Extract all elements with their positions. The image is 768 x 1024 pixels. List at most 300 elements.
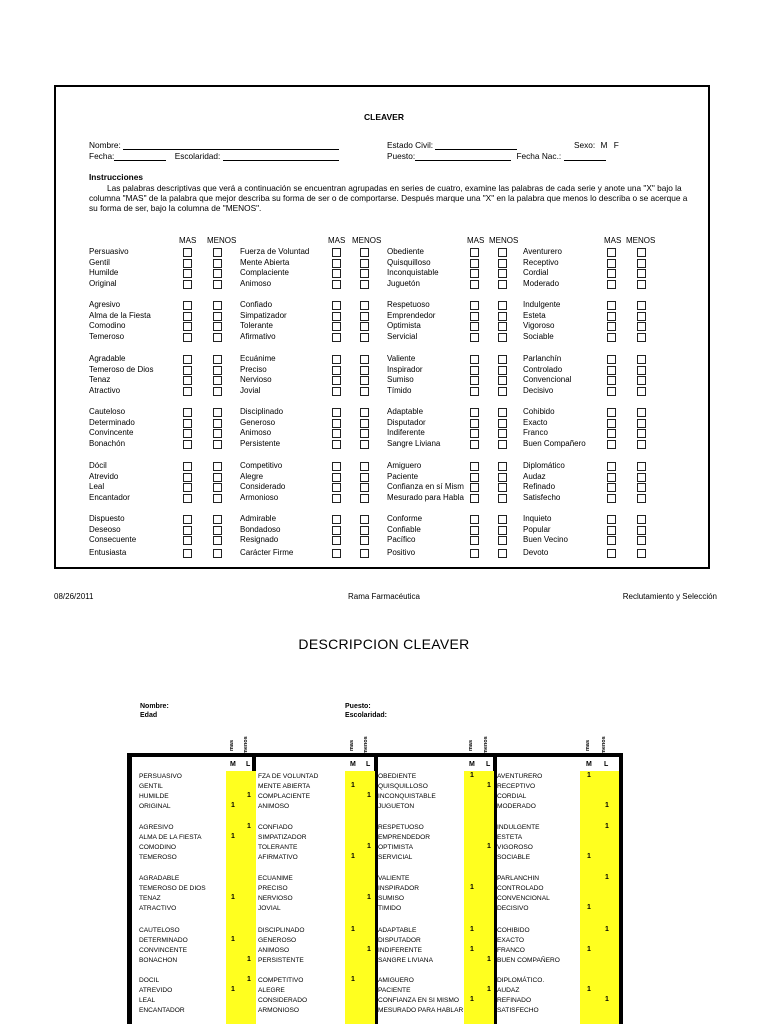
mas-checkbox[interactable] <box>332 280 341 289</box>
form-word: Servicial <box>387 331 418 341</box>
mas-checkbox[interactable] <box>470 333 479 342</box>
form-word: Considerado <box>240 482 286 492</box>
description-word: ESTETA <box>497 834 523 841</box>
form-word: Pacífico <box>387 535 416 545</box>
menos-checkbox[interactable] <box>498 280 507 289</box>
menos-checkbox[interactable] <box>637 483 646 492</box>
mas-checkbox[interactable] <box>470 462 479 471</box>
description-word: COMODINO <box>139 844 176 851</box>
mas-checkbox[interactable] <box>332 301 341 310</box>
mas-checkbox[interactable] <box>470 549 479 558</box>
form-word: Paciente <box>387 471 419 481</box>
menos-checkbox[interactable] <box>498 355 507 364</box>
menos-checkbox[interactable] <box>637 312 646 321</box>
menos-checkbox[interactable] <box>498 333 507 342</box>
menos-checkbox[interactable] <box>213 366 222 375</box>
mas-checkbox[interactable] <box>332 312 341 321</box>
mas-checkbox[interactable] <box>183 322 192 331</box>
menos-checkbox[interactable] <box>498 429 507 438</box>
mas-checkbox[interactable] <box>607 462 616 471</box>
description-word: INDIFERENTE <box>378 947 422 954</box>
menos-checkbox[interactable] <box>213 259 222 268</box>
mas-checkbox[interactable] <box>183 526 192 535</box>
description-word: SATISFECHO <box>497 1007 539 1014</box>
mas-header-4: MAS <box>604 236 622 245</box>
menos-checkbox[interactable] <box>498 515 507 524</box>
form-word: Controlado <box>523 364 563 374</box>
m-score: 1 <box>587 904 591 911</box>
description-word: SANGRE LIVIANA <box>378 957 433 964</box>
mas-checkbox[interactable] <box>332 483 341 492</box>
puesto-field[interactable] <box>415 152 511 161</box>
mas-vertical-label: mas <box>585 739 591 751</box>
menos-checkbox[interactable] <box>213 269 222 278</box>
mas-checkbox[interactable] <box>183 301 192 310</box>
mas-checkbox[interactable] <box>332 536 341 545</box>
mas-checkbox[interactable] <box>470 366 479 375</box>
footer-center: Rama Farmacéutica <box>347 592 421 601</box>
fecha-field[interactable] <box>114 152 166 161</box>
mas-checkbox[interactable] <box>470 419 479 428</box>
mas-checkbox[interactable] <box>470 429 479 438</box>
mas-checkbox[interactable] <box>470 473 479 482</box>
description-word: CONTROLADO <box>497 885 544 892</box>
estado-civil-row <box>387 140 517 150</box>
mas-checkbox[interactable] <box>332 440 341 449</box>
menos-checkbox[interactable] <box>637 408 646 417</box>
menos-checkbox[interactable] <box>637 248 646 257</box>
fecha-nac-field[interactable] <box>564 152 606 161</box>
menos-checkbox[interactable] <box>360 366 369 375</box>
mas-checkbox[interactable] <box>332 322 341 331</box>
description-word: AMIGUERO <box>378 977 414 984</box>
mas-checkbox[interactable] <box>470 440 479 449</box>
escolaridad-field[interactable] <box>223 152 339 161</box>
mas-checkbox[interactable] <box>183 355 192 364</box>
mas-checkbox[interactable] <box>607 440 616 449</box>
menos-checkbox[interactable] <box>213 376 222 385</box>
mas-checkbox[interactable] <box>470 408 479 417</box>
menos-checkbox[interactable] <box>498 248 507 257</box>
nombre-field[interactable] <box>123 141 339 150</box>
l-score: 1 <box>487 843 491 850</box>
menos-checkbox[interactable] <box>498 366 507 375</box>
mas-checkbox[interactable] <box>183 248 192 257</box>
menos-checkbox[interactable] <box>498 387 507 396</box>
menos-checkbox[interactable] <box>213 419 222 428</box>
menos-checkbox[interactable] <box>637 269 646 278</box>
mas-checkbox[interactable] <box>332 515 341 524</box>
mas-checkbox[interactable] <box>183 269 192 278</box>
menos-checkbox[interactable] <box>637 387 646 396</box>
description-word: BONACHON <box>139 957 178 964</box>
mas-checkbox[interactable] <box>470 526 479 535</box>
footer-date: 08/26/2011 <box>54 592 94 601</box>
mas-checkbox[interactable] <box>607 248 616 257</box>
form-word: Moderado <box>523 278 560 288</box>
mas-checkbox[interactable] <box>607 494 616 503</box>
description-word: TEMEROSO DE DIOS <box>139 885 206 892</box>
menos-checkbox[interactable] <box>498 549 507 558</box>
menos-checkbox[interactable] <box>360 494 369 503</box>
menos-checkbox[interactable] <box>637 366 646 375</box>
menos-checkbox[interactable] <box>360 333 369 342</box>
form-word: Admirable <box>240 514 277 523</box>
mas-checkbox[interactable] <box>470 301 479 310</box>
menos-checkbox[interactable] <box>637 549 646 558</box>
menos-checkbox[interactable] <box>498 494 507 503</box>
mas-checkbox[interactable] <box>607 322 616 331</box>
mas-checkbox[interactable] <box>332 387 341 396</box>
form-word: Positivo <box>387 547 416 557</box>
menos-checkbox[interactable] <box>213 429 222 438</box>
menos-checkbox[interactable] <box>213 483 222 492</box>
mas-checkbox[interactable] <box>470 322 479 331</box>
sexo-f-option[interactable]: F <box>613 140 619 150</box>
mas-checkbox[interactable] <box>607 408 616 417</box>
description-word: SOCIABLE <box>497 854 530 861</box>
mas-checkbox[interactable] <box>183 376 192 385</box>
m-score: 1 <box>351 853 355 860</box>
m-score: 1 <box>587 853 591 860</box>
menos-checkbox[interactable] <box>360 462 369 471</box>
menos-checkbox[interactable] <box>637 429 646 438</box>
menos-checkbox[interactable] <box>360 301 369 310</box>
menos-checkbox[interactable] <box>213 462 222 471</box>
mas-checkbox[interactable] <box>607 366 616 375</box>
mas-checkbox[interactable] <box>607 355 616 364</box>
puesto-row <box>387 151 606 161</box>
menos-checkbox[interactable] <box>360 549 369 558</box>
form-word: Dispuesto <box>89 514 125 523</box>
menos-checkbox[interactable] <box>360 526 369 535</box>
m-score: 1 <box>231 833 235 840</box>
mas-checkbox[interactable] <box>183 440 192 449</box>
mas-checkbox[interactable] <box>470 248 479 257</box>
menos-checkbox[interactable] <box>360 440 369 449</box>
form-word: Sociable <box>523 331 554 341</box>
mas-checkbox[interactable] <box>607 301 616 310</box>
description-word: OBEDIENTE <box>378 773 417 780</box>
mas-checkbox[interactable] <box>607 376 616 385</box>
menos-checkbox[interactable] <box>360 376 369 385</box>
menos-checkbox[interactable] <box>360 515 369 524</box>
menos-checkbox[interactable] <box>498 419 507 428</box>
menos-vertical-label: menos <box>243 736 249 754</box>
mas-checkbox[interactable] <box>332 526 341 535</box>
menos-checkbox[interactable] <box>360 248 369 257</box>
menos-checkbox[interactable] <box>360 408 369 417</box>
menos-checkbox[interactable] <box>637 462 646 471</box>
mas-checkbox[interactable] <box>607 419 616 428</box>
menos-checkbox[interactable] <box>637 536 646 545</box>
menos-checkbox[interactable] <box>360 536 369 545</box>
estado-civil-label: Estado Civil: <box>387 140 434 150</box>
form-word: Consecuente <box>89 535 137 545</box>
form-word: Confianza en sí Mism <box>387 482 464 492</box>
mas-checkbox[interactable] <box>332 333 341 342</box>
menos-checkbox[interactable] <box>637 259 646 268</box>
mas-checkbox[interactable] <box>607 526 616 535</box>
mas-checkbox[interactable] <box>607 280 616 289</box>
form-word: Gentil <box>89 257 110 267</box>
l-score: 1 <box>247 976 251 983</box>
mas-checkbox[interactable] <box>607 312 616 321</box>
mas-checkbox[interactable] <box>470 387 479 396</box>
mas-checkbox[interactable] <box>470 259 479 268</box>
menos-vertical-label: menos <box>363 736 369 754</box>
desc-nombre-label: Nombre: <box>140 703 169 710</box>
mas-checkbox[interactable] <box>183 333 192 342</box>
menos-checkbox[interactable] <box>637 515 646 524</box>
form-word: Complaciente <box>240 268 289 278</box>
form-word: Franco <box>523 428 548 438</box>
mas-header-1: MAS <box>179 236 197 245</box>
menos-checkbox[interactable] <box>498 462 507 471</box>
escolaridad-label: Escolaridad: <box>174 151 221 161</box>
desc-escolaridad-label: Escolaridad: <box>345 712 388 719</box>
menos-checkbox[interactable] <box>637 473 646 482</box>
description-word: DISPUTADOR <box>378 937 421 944</box>
mas-checkbox[interactable] <box>470 515 479 524</box>
l-header: L <box>246 761 251 768</box>
mas-checkbox[interactable] <box>183 536 192 545</box>
mas-checkbox[interactable] <box>332 429 341 438</box>
menos-checkbox[interactable] <box>637 301 646 310</box>
menos-checkbox[interactable] <box>213 387 222 396</box>
menos-checkbox[interactable] <box>498 440 507 449</box>
description-word: ORIGINAL <box>139 803 171 810</box>
menos-checkbox[interactable] <box>213 408 222 417</box>
menos-checkbox[interactable] <box>360 280 369 289</box>
mas-checkbox[interactable] <box>607 473 616 482</box>
form-word: Inquieto <box>523 514 552 523</box>
menos-checkbox[interactable] <box>213 549 222 558</box>
menos-checkbox[interactable] <box>637 280 646 289</box>
menos-checkbox[interactable] <box>637 322 646 331</box>
description-word: OPTIMISTA <box>378 844 414 851</box>
menos-checkbox[interactable] <box>637 526 646 535</box>
mas-checkbox[interactable] <box>183 280 192 289</box>
menos-checkbox[interactable] <box>637 376 646 385</box>
menos-checkbox[interactable] <box>498 269 507 278</box>
menos-checkbox[interactable] <box>360 429 369 438</box>
m-score: 1 <box>470 772 474 779</box>
form-word: Preciso <box>240 364 267 374</box>
mas-checkbox[interactable] <box>470 269 479 278</box>
mas-checkbox[interactable] <box>332 366 341 375</box>
mas-checkbox[interactable] <box>332 494 341 503</box>
mas-checkbox[interactable] <box>607 536 616 545</box>
menos-checkbox[interactable] <box>213 322 222 331</box>
menos-checkbox[interactable] <box>213 301 222 310</box>
description-word: ATREVIDO <box>139 987 173 994</box>
mas-checkbox[interactable] <box>183 387 192 396</box>
mas-checkbox[interactable] <box>183 419 192 428</box>
description-word: RECEPTIVO <box>497 783 536 790</box>
description-word: PERSISTENTE <box>258 957 304 964</box>
l-score: 1 <box>605 926 609 933</box>
m-score: 1 <box>587 772 591 779</box>
mas-checkbox[interactable] <box>607 259 616 268</box>
menos-checkbox[interactable] <box>498 526 507 535</box>
mas-checkbox[interactable] <box>607 333 616 342</box>
description-word: ALEGRE <box>258 987 285 994</box>
mas-checkbox[interactable] <box>332 259 341 268</box>
mas-checkbox[interactable] <box>332 473 341 482</box>
form-word: Atrevido <box>89 471 119 481</box>
menos-checkbox[interactable] <box>213 355 222 364</box>
form-word: Ecuánime <box>240 354 276 363</box>
description-word: COMPLACIENTE <box>258 793 311 800</box>
mas-checkbox[interactable] <box>183 473 192 482</box>
mas-checkbox[interactable] <box>183 366 192 375</box>
menos-checkbox[interactable] <box>498 312 507 321</box>
description-word: CONSIDERADO <box>258 997 308 1004</box>
description-word: MODERADO <box>497 803 536 810</box>
menos-checkbox[interactable] <box>213 248 222 257</box>
description-word: TEMEROSO <box>139 854 177 861</box>
instrucciones-line-1: Las palabras descriptivas que verá a continuación se encuentran agrupadas en series de cuatro, examine las palabras de cada serie y anote una "X" bajo la <box>107 183 682 193</box>
menos-checkbox[interactable] <box>498 473 507 482</box>
mas-checkbox[interactable] <box>183 408 192 417</box>
menos-checkbox[interactable] <box>498 483 507 492</box>
mas-checkbox[interactable] <box>607 269 616 278</box>
mas-checkbox[interactable] <box>183 483 192 492</box>
mas-checkbox[interactable] <box>332 408 341 417</box>
form-word: Confiado <box>240 300 273 309</box>
mas-checkbox[interactable] <box>470 536 479 545</box>
form-word: Carácter Firme <box>240 547 294 557</box>
description-word: QUISQUILLOSO <box>378 783 428 790</box>
form-word: Persuasivo <box>89 247 129 256</box>
description-word: MENTE ABIERTA <box>258 783 311 790</box>
menos-checkbox[interactable] <box>213 333 222 342</box>
mas-checkbox[interactable] <box>332 269 341 278</box>
form-word: Cordial <box>523 268 549 278</box>
mas-checkbox[interactable] <box>470 483 479 492</box>
menos-checkbox[interactable] <box>637 494 646 503</box>
footer-right: Reclutamiento y Selección <box>622 592 717 601</box>
menos-checkbox[interactable] <box>498 259 507 268</box>
form-word: Amiguero <box>387 461 422 470</box>
menos-checkbox[interactable] <box>360 387 369 396</box>
mas-checkbox[interactable] <box>332 549 341 558</box>
menos-checkbox[interactable] <box>360 322 369 331</box>
menos-checkbox[interactable] <box>213 312 222 321</box>
mas-checkbox[interactable] <box>607 515 616 524</box>
form-word: Buen Vecino <box>523 535 568 545</box>
menos-checkbox[interactable] <box>360 473 369 482</box>
estado-civil-field[interactable] <box>435 141 517 150</box>
mas-checkbox[interactable] <box>183 549 192 558</box>
menos-checkbox[interactable] <box>213 280 222 289</box>
mas-checkbox[interactable] <box>470 280 479 289</box>
menos-checkbox[interactable] <box>360 419 369 428</box>
form-word: Animoso <box>240 428 272 438</box>
l-score: 1 <box>605 802 609 809</box>
mas-checkbox[interactable] <box>332 462 341 471</box>
description-word: TIMIDO <box>378 905 402 912</box>
form-word: Obediente <box>387 247 424 256</box>
menos-checkbox[interactable] <box>498 536 507 545</box>
mas-checkbox[interactable] <box>607 549 616 558</box>
mas-checkbox[interactable] <box>183 312 192 321</box>
mas-header-3: MAS <box>467 236 485 245</box>
m-score: 1 <box>351 926 355 933</box>
description-word: VIGOROSO <box>497 844 533 851</box>
menos-checkbox[interactable] <box>360 269 369 278</box>
mas-checkbox[interactable] <box>183 515 192 524</box>
menos-checkbox[interactable] <box>360 259 369 268</box>
form-word: Simpatizador <box>240 310 287 320</box>
menos-checkbox[interactable] <box>213 515 222 524</box>
mas-checkbox[interactable] <box>332 355 341 364</box>
m-score: 1 <box>231 802 235 809</box>
menos-checkbox[interactable] <box>360 312 369 321</box>
menos-checkbox[interactable] <box>498 376 507 385</box>
menos-checkbox[interactable] <box>637 419 646 428</box>
form-word: Buen Compañero <box>523 438 586 448</box>
l-score: 1 <box>367 792 371 799</box>
m-header: M <box>350 761 356 768</box>
menos-checkbox[interactable] <box>498 322 507 331</box>
menos-checkbox[interactable] <box>498 301 507 310</box>
mas-checkbox[interactable] <box>183 462 192 471</box>
mas-checkbox[interactable] <box>332 376 341 385</box>
sexo-m-option[interactable]: M <box>600 140 608 150</box>
l-score: 1 <box>367 843 371 850</box>
menos-checkbox[interactable] <box>213 536 222 545</box>
form-word: Decisivo <box>523 385 554 395</box>
form-word: Parlanchín <box>523 354 562 363</box>
mas-checkbox[interactable] <box>332 419 341 428</box>
mas-checkbox[interactable] <box>183 494 192 503</box>
m-score: 1 <box>231 986 235 993</box>
menos-checkbox[interactable] <box>360 483 369 492</box>
menos-checkbox[interactable] <box>498 408 507 417</box>
menos-checkbox[interactable] <box>213 440 222 449</box>
mas-checkbox[interactable] <box>607 483 616 492</box>
description-word: EXACTO <box>497 937 524 944</box>
form-word: Confiable <box>387 524 421 534</box>
mas-checkbox[interactable] <box>183 259 192 268</box>
mas-checkbox[interactable] <box>607 429 616 438</box>
mas-checkbox[interactable] <box>470 312 479 321</box>
description-word: COMPETITIVO <box>258 977 304 984</box>
mas-checkbox[interactable] <box>607 387 616 396</box>
mas-checkbox[interactable] <box>470 494 479 503</box>
menos-checkbox[interactable] <box>637 333 646 342</box>
menos-checkbox[interactable] <box>213 494 222 503</box>
menos-checkbox[interactable] <box>637 355 646 364</box>
instrucciones-title: Instrucciones <box>89 172 143 182</box>
form-word: Adaptable <box>387 407 424 416</box>
m-score: 1 <box>587 986 591 993</box>
form-word: Devoto <box>523 547 549 557</box>
mas-checkbox[interactable] <box>470 355 479 364</box>
description-word: AGRADABLE <box>139 875 180 882</box>
menos-checkbox[interactable] <box>213 526 222 535</box>
menos-checkbox[interactable] <box>360 355 369 364</box>
form-word: Conforme <box>387 514 423 523</box>
mas-checkbox[interactable] <box>183 429 192 438</box>
mas-checkbox[interactable] <box>332 248 341 257</box>
description-word: DISCIPLINADO <box>258 927 305 934</box>
mas-checkbox[interactable] <box>470 376 479 385</box>
menos-checkbox[interactable] <box>637 440 646 449</box>
menos-checkbox[interactable] <box>213 473 222 482</box>
